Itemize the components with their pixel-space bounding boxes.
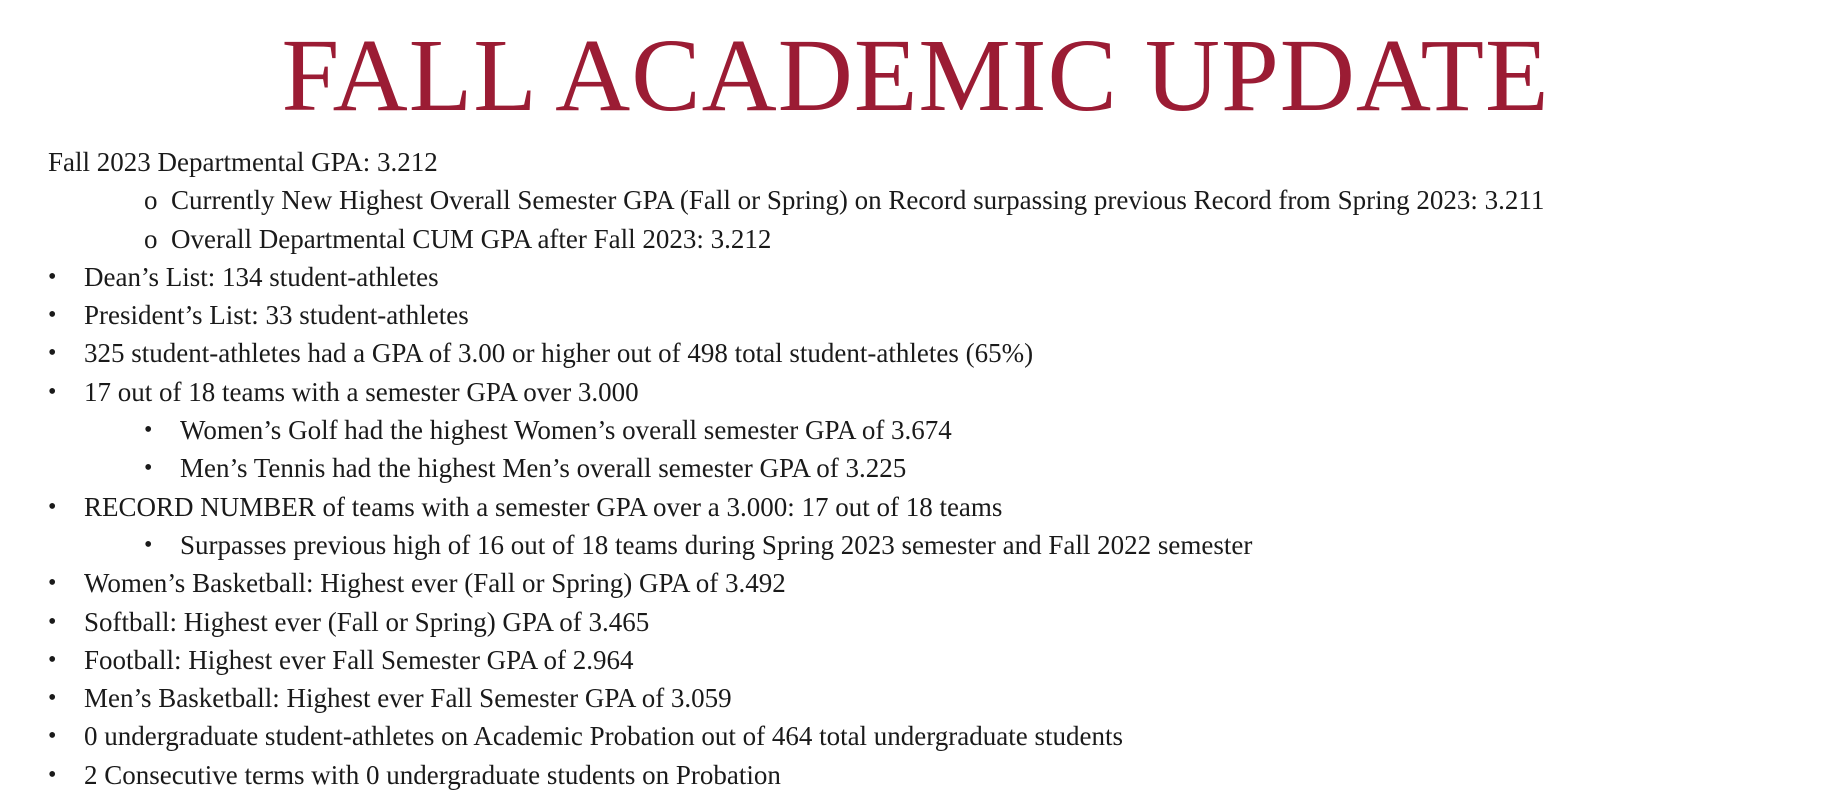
sub-bullet-mens-tennis bbox=[48, 449, 1818, 487]
bullet-text: Men’s Tennis had the highest Men’s overall semester GPA of 3.225 bbox=[180, 453, 907, 484]
bullet-icon: • bbox=[48, 302, 57, 329]
bullet-icon: • bbox=[48, 685, 57, 712]
bullet-text: Women’s Basketball: Highest ever (Fall or Spring) GPA of 3.492 bbox=[84, 568, 786, 599]
bullet-womens-basketball bbox=[48, 564, 1818, 602]
bullet-text: RECORD NUMBER of teams with a semester GPA over a 3.000: 17 out of 18 teams bbox=[84, 491, 1003, 522]
bullet-text: 325 student-athletes had a GPA of 3.00 or higher out of 498 total student-athletes (65%) bbox=[84, 338, 1034, 369]
bullet-mens-basketball bbox=[48, 679, 1818, 717]
circle-marker-icon: o bbox=[144, 223, 158, 254]
departmental-gpa-line: Fall 2023 Departmental GPA: 3.212 bbox=[48, 147, 438, 177]
bullet-icon: • bbox=[144, 531, 153, 558]
bullet-icon: • bbox=[144, 455, 153, 482]
bullet-football bbox=[48, 641, 1818, 679]
sub-bullet-surpasses-previous bbox=[48, 526, 1818, 564]
bullet-icon: • bbox=[48, 340, 57, 367]
bullet-text: Football: Highest ever Fall Semester GPA of 2.964 bbox=[84, 644, 634, 675]
bullet-academic-probation bbox=[48, 717, 1818, 755]
bullet-icon: • bbox=[48, 378, 57, 405]
bullet-record-number bbox=[48, 488, 1818, 526]
bullet-icon: • bbox=[48, 493, 57, 520]
sub-item-record-gpa bbox=[48, 181, 1818, 219]
bullet-text: President’s List: 33 student-athletes bbox=[84, 300, 469, 331]
bullet-icon: • bbox=[48, 723, 57, 750]
bullet-gpa-3-or-higher bbox=[48, 334, 1818, 372]
page-title: FALL ACADEMIC UPDATE bbox=[281, 18, 1550, 133]
circle-marker-icon: o bbox=[144, 185, 158, 216]
bullet-text: Surpasses previous high of 16 out of 18 teams during Spring 2023 semester and Fall 2022 semester bbox=[180, 529, 1253, 560]
bullet-text: 17 out of 18 teams with a semester GPA over 3.000 bbox=[84, 376, 639, 407]
bullet-consecutive-terms bbox=[48, 756, 1818, 794]
bullet-icon: • bbox=[48, 263, 57, 290]
bullet-text: Men’s Basketball: Highest ever Fall Semester GPA of 3.059 bbox=[84, 683, 732, 714]
bullet-text: Softball: Highest ever (Fall or Spring) GPA of 3.465 bbox=[84, 606, 650, 637]
sub-item-text: Overall Departmental CUM GPA after Fall 2023: 3.212 bbox=[171, 223, 772, 254]
bullet-text: 0 undergraduate student-athletes on Academic Probation out of 464 total undergraduate students bbox=[84, 721, 1123, 752]
bullet-text: Women’s Golf had the highest Women’s overall semester GPA of 3.674 bbox=[180, 415, 952, 446]
bullet-teams-over-3 bbox=[48, 373, 1818, 411]
bullet-text: 2 Consecutive terms with 0 undergraduate students on Probation bbox=[84, 759, 781, 790]
bullet-icon: • bbox=[144, 417, 153, 444]
sub-item-text: Currently New Highest Overall Semester GPA (Fall or Spring) on Record surpassing previous Record from Spring 2023: 3.211 bbox=[171, 185, 1545, 216]
bullet-icon: • bbox=[48, 608, 57, 635]
bullet-icon: • bbox=[48, 761, 57, 788]
bullet-presidents-list bbox=[48, 296, 1818, 334]
sub-bullet-womens-golf bbox=[48, 411, 1818, 449]
bullet-icon: • bbox=[48, 570, 57, 597]
bullet-softball bbox=[48, 603, 1818, 641]
bullet-icon: • bbox=[48, 646, 57, 673]
sub-item-cum-gpa bbox=[48, 220, 1818, 258]
bullet-deans-list bbox=[48, 258, 1818, 296]
bullet-text: Dean’s List: 134 student-athletes bbox=[84, 261, 439, 292]
slide-body bbox=[48, 143, 1818, 794]
